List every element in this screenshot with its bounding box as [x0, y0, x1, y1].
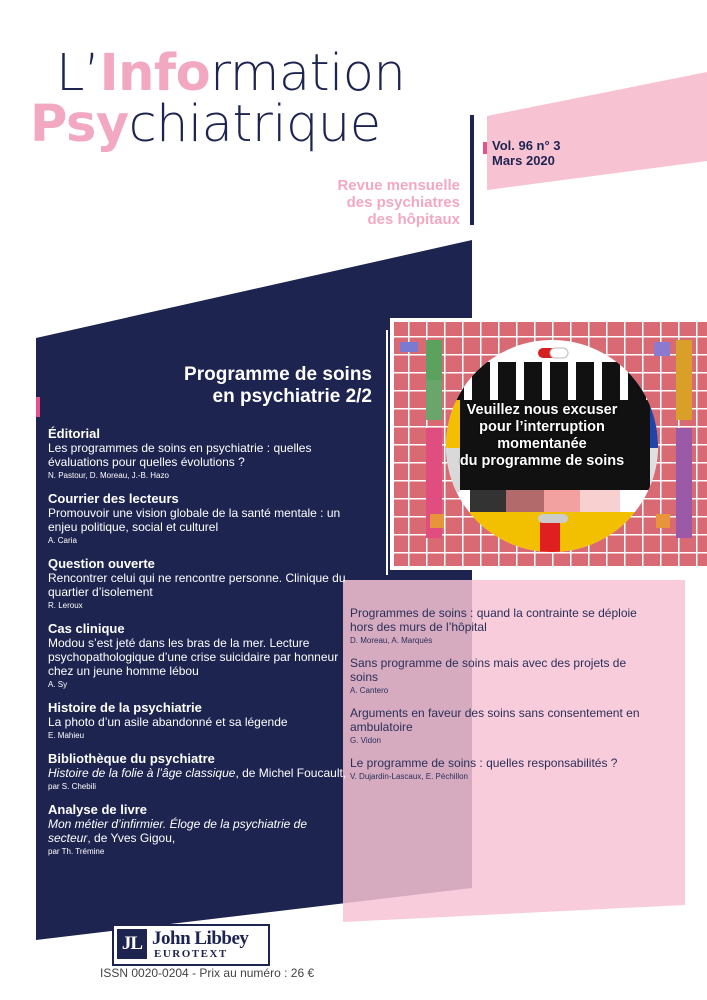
issue-date: Mars 2020 [492, 153, 555, 168]
article-title: Programmes de soins : quand la contrainte se déploie hors des murs de l’hôpital [350, 606, 637, 634]
title-suffix-2: chiatrique [128, 95, 381, 154]
theme-marker [36, 397, 40, 417]
section-authors: A. Sy [48, 680, 68, 689]
issue-volume: Vol. 96 n° 3 [492, 138, 561, 153]
section-title-rest: , de Michel Foucault, [235, 766, 347, 780]
section-title: Les programmes de soins en psychiatrie : quelles évaluations pour quelles évolutions ? [48, 441, 312, 469]
article-authors: A. Cantero [350, 686, 389, 695]
section-authors: A. Caria [48, 536, 77, 545]
toc-articles [350, 606, 650, 792]
section-heading: Cas clinique [48, 621, 125, 636]
publisher-name: John Libbey [152, 928, 249, 949]
publisher-sub: EUROTEXT [154, 948, 228, 960]
publisher-logo [112, 924, 270, 966]
theme-title [40, 364, 372, 408]
journal-subtitle [300, 177, 460, 228]
toc-section [48, 751, 348, 792]
section-title-rest: , de Yves Gigou, [87, 831, 176, 845]
theme-title-line: Programme de soins [184, 364, 372, 385]
toc-section [48, 426, 348, 481]
subtitle-line: des psychiatres [346, 194, 460, 211]
masthead-divider [470, 115, 474, 225]
section-title [48, 817, 348, 845]
section-authors: E. Mahieu [48, 731, 85, 740]
article-title: Sans programme de soins mais avec des projets de soins [350, 656, 627, 684]
theme-title-line: en psychiatrie 2/2 [212, 386, 372, 407]
section-title [48, 766, 348, 780]
caption-line: Veuillez nous excuser [466, 402, 618, 418]
publisher-mark: JL [117, 929, 147, 959]
toc-sections [48, 426, 348, 867]
title-pink-psy: Psy [30, 95, 129, 154]
section-authors: par Th. Trémine [48, 847, 105, 856]
caption-line: momentanée [497, 436, 587, 452]
article-title: Arguments en faveur des soins sans consentement en ambulatoire [350, 706, 640, 734]
title-prefix: L’ [56, 44, 100, 103]
journal-title [30, 44, 406, 154]
subtitle-line: Revue mensuelle [337, 177, 460, 194]
article-title: Le programme de soins : quelles responsabilités ? [350, 756, 618, 770]
toc-section [48, 621, 348, 690]
toc-section [48, 700, 348, 741]
subtitle-line: des hôpitaux [367, 211, 460, 228]
section-title-italic: Histoire de la folie à l’âge classique [48, 766, 236, 780]
section-authors: R. Leroux [48, 601, 83, 610]
toc-section [48, 802, 348, 857]
section-heading: Question ouverte [48, 556, 155, 571]
section-authors: par S. Chebili [48, 782, 97, 791]
toc-section [48, 491, 348, 546]
title-pink-info: Info [99, 44, 211, 103]
section-heading: Éditorial [48, 426, 101, 441]
caption-line: du programme de soins [459, 453, 625, 469]
toc-article [350, 756, 650, 782]
toc-article [350, 706, 650, 746]
section-title-italic: Mon métier d’infirmier. Éloge de la psychiatrie de secteur [48, 817, 308, 845]
toc-article [350, 656, 650, 696]
title-suffix: rmation [210, 44, 406, 103]
section-heading: Courrier des lecteurs [48, 491, 179, 506]
caption-line: pour l’interruption [479, 419, 605, 435]
section-heading: Analyse de livre [48, 802, 147, 817]
article-authors: V. Dujardin-Lascaux, E. Péchillon [350, 772, 468, 781]
issn-price: ISSN 0020-0204 - Prix au numéro : 26 € [100, 966, 315, 980]
section-heading: Bibliothèque du psychiatre [48, 751, 215, 766]
section-title: Modou s’est jeté dans les bras de la mer. Lecture psychopathologique d’une crise suicidaire par honneur chez un jeune homme lébou [48, 636, 339, 678]
article-authors: G. Vidon [350, 736, 381, 745]
section-title: La photo d’un asile abandonné et sa légende [48, 715, 288, 729]
toc-section [48, 556, 348, 611]
issue-info [484, 138, 561, 168]
section-authors: N. Pastour, D. Moreau, J.-B. Hazo [48, 471, 169, 480]
section-title: Rencontrer celui qui ne rencontre personne. Clinique du quartier d’isolement [48, 571, 346, 599]
pink-header-band [487, 72, 707, 190]
testcard-caption [452, 402, 632, 470]
article-authors: D. Moreau, A. Marquès [350, 636, 433, 645]
section-heading: Histoire de la psychiatrie [48, 700, 202, 715]
section-title: Promouvoir une vision globale de la santé mentale : un enjeu politique, social et culturel [48, 506, 341, 534]
toc-article [350, 606, 650, 646]
